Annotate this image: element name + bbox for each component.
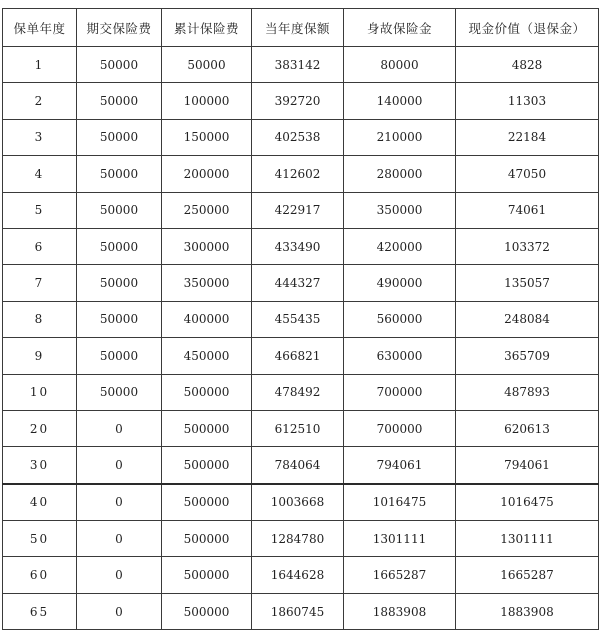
cell-death-benefit: 80000 <box>344 47 456 83</box>
cell-cumulative-premium: 350000 <box>162 265 252 301</box>
table-row <box>3 410 599 446</box>
table-row <box>3 228 599 264</box>
cell-policy-year: 50 <box>3 521 77 557</box>
cell-policy-year: 6 <box>3 228 77 264</box>
cell-death-benefit: 1301111 <box>344 521 456 557</box>
cell-annual-sum-insured: 1284780 <box>252 521 344 557</box>
cell-cash-value: 248084 <box>456 301 599 337</box>
table-row <box>3 484 599 521</box>
table-row <box>3 301 599 337</box>
cell-periodic-premium: 0 <box>77 521 162 557</box>
cell-policy-year: 2 <box>3 83 77 119</box>
header-periodic-premium: 期交保险费 <box>77 9 162 47</box>
cell-policy-year: 40 <box>3 484 77 521</box>
cell-annual-sum-insured: 466821 <box>252 338 344 374</box>
cell-periodic-premium: 0 <box>77 557 162 593</box>
table-row <box>3 119 599 155</box>
cell-cash-value: 1301111 <box>456 521 599 557</box>
cell-cumulative-premium: 50000 <box>162 47 252 83</box>
table-body <box>3 47 599 630</box>
cell-periodic-premium: 50000 <box>77 47 162 83</box>
cell-policy-year: 60 <box>3 557 77 593</box>
cell-cumulative-premium: 300000 <box>162 228 252 264</box>
cell-cash-value: 11303 <box>456 83 599 119</box>
table-row <box>3 447 599 484</box>
cell-cash-value: 794061 <box>456 447 599 484</box>
cell-annual-sum-insured: 433490 <box>252 228 344 264</box>
cell-annual-sum-insured: 444327 <box>252 265 344 301</box>
table-header-row <box>3 9 599 47</box>
cell-cumulative-premium: 150000 <box>162 119 252 155</box>
cell-periodic-premium: 50000 <box>77 265 162 301</box>
cell-cumulative-premium: 500000 <box>162 484 252 521</box>
cell-annual-sum-insured: 455435 <box>252 301 344 337</box>
cell-annual-sum-insured: 402538 <box>252 119 344 155</box>
cell-periodic-premium: 50000 <box>77 156 162 192</box>
cell-annual-sum-insured: 1003668 <box>252 484 344 521</box>
cell-death-benefit: 700000 <box>344 410 456 446</box>
cell-cash-value: 620613 <box>456 410 599 446</box>
cell-annual-sum-insured: 612510 <box>252 410 344 446</box>
cell-policy-year: 20 <box>3 410 77 446</box>
cell-annual-sum-insured: 422917 <box>252 192 344 228</box>
cell-death-benefit: 1665287 <box>344 557 456 593</box>
cell-cash-value: 1883908 <box>456 593 599 629</box>
header-cumulative-premium: 累计保险费 <box>162 9 252 47</box>
cell-policy-year: 3 <box>3 119 77 155</box>
cell-periodic-premium: 50000 <box>77 338 162 374</box>
cell-death-benefit: 350000 <box>344 192 456 228</box>
table-row <box>3 374 599 410</box>
cell-cumulative-premium: 500000 <box>162 521 252 557</box>
header-cash-value: 现金价值（退保金） <box>456 9 599 47</box>
cell-periodic-premium: 0 <box>77 447 162 484</box>
table-row <box>3 593 599 629</box>
cell-death-benefit: 794061 <box>344 447 456 484</box>
cell-policy-year: 7 <box>3 265 77 301</box>
cell-periodic-premium: 50000 <box>77 119 162 155</box>
cell-periodic-premium: 0 <box>77 410 162 446</box>
cell-cash-value: 1665287 <box>456 557 599 593</box>
cell-periodic-premium: 0 <box>77 484 162 521</box>
table-row <box>3 557 599 593</box>
cell-cumulative-premium: 250000 <box>162 192 252 228</box>
cell-policy-year: 30 <box>3 447 77 484</box>
table-row <box>3 338 599 374</box>
cell-policy-year: 9 <box>3 338 77 374</box>
cell-cash-value: 103372 <box>456 228 599 264</box>
header-annual-sum-insured: 当年度保额 <box>252 9 344 47</box>
cell-policy-year: 10 <box>3 374 77 410</box>
cell-death-benefit: 630000 <box>344 338 456 374</box>
cell-death-benefit: 280000 <box>344 156 456 192</box>
cell-policy-year: 4 <box>3 156 77 192</box>
cell-annual-sum-insured: 784064 <box>252 447 344 484</box>
cell-periodic-premium: 50000 <box>77 374 162 410</box>
cell-death-benefit: 140000 <box>344 83 456 119</box>
cell-cash-value: 487893 <box>456 374 599 410</box>
cell-annual-sum-insured: 478492 <box>252 374 344 410</box>
cell-cumulative-premium: 500000 <box>162 374 252 410</box>
cell-cash-value: 22184 <box>456 119 599 155</box>
cell-periodic-premium: 0 <box>77 593 162 629</box>
cell-cumulative-premium: 500000 <box>162 447 252 484</box>
cell-cash-value: 1016475 <box>456 484 599 521</box>
cell-policy-year: 8 <box>3 301 77 337</box>
table-row <box>3 156 599 192</box>
cell-policy-year: 65 <box>3 593 77 629</box>
cell-cumulative-premium: 400000 <box>162 301 252 337</box>
cell-death-benefit: 490000 <box>344 265 456 301</box>
cell-death-benefit: 420000 <box>344 228 456 264</box>
insurance-benefit-table <box>2 8 599 630</box>
cell-cash-value: 4828 <box>456 47 599 83</box>
cell-annual-sum-insured: 412602 <box>252 156 344 192</box>
cell-annual-sum-insured: 1860745 <box>252 593 344 629</box>
cell-periodic-premium: 50000 <box>77 83 162 119</box>
cell-annual-sum-insured: 392720 <box>252 83 344 119</box>
cell-death-benefit: 210000 <box>344 119 456 155</box>
cell-cash-value: 74061 <box>456 192 599 228</box>
table-row <box>3 47 599 83</box>
cell-periodic-premium: 50000 <box>77 301 162 337</box>
cell-policy-year: 1 <box>3 47 77 83</box>
cell-periodic-premium: 50000 <box>77 228 162 264</box>
cell-death-benefit: 1016475 <box>344 484 456 521</box>
cell-cumulative-premium: 500000 <box>162 593 252 629</box>
header-death-benefit: 身故保险金 <box>344 9 456 47</box>
cell-cumulative-premium: 500000 <box>162 410 252 446</box>
table-row <box>3 265 599 301</box>
cell-policy-year: 5 <box>3 192 77 228</box>
cell-cash-value: 47050 <box>456 156 599 192</box>
cell-annual-sum-insured: 1644628 <box>252 557 344 593</box>
cell-cumulative-premium: 450000 <box>162 338 252 374</box>
cell-cumulative-premium: 200000 <box>162 156 252 192</box>
table-row <box>3 521 599 557</box>
table-row <box>3 192 599 228</box>
cell-cash-value: 365709 <box>456 338 599 374</box>
cell-cumulative-premium: 500000 <box>162 557 252 593</box>
cell-cumulative-premium: 100000 <box>162 83 252 119</box>
cell-death-benefit: 700000 <box>344 374 456 410</box>
cell-death-benefit: 560000 <box>344 301 456 337</box>
cell-cash-value: 135057 <box>456 265 599 301</box>
table-row <box>3 83 599 119</box>
header-policy-year: 保单年度 <box>3 9 77 47</box>
cell-death-benefit: 1883908 <box>344 593 456 629</box>
cell-annual-sum-insured: 383142 <box>252 47 344 83</box>
cell-periodic-premium: 50000 <box>77 192 162 228</box>
